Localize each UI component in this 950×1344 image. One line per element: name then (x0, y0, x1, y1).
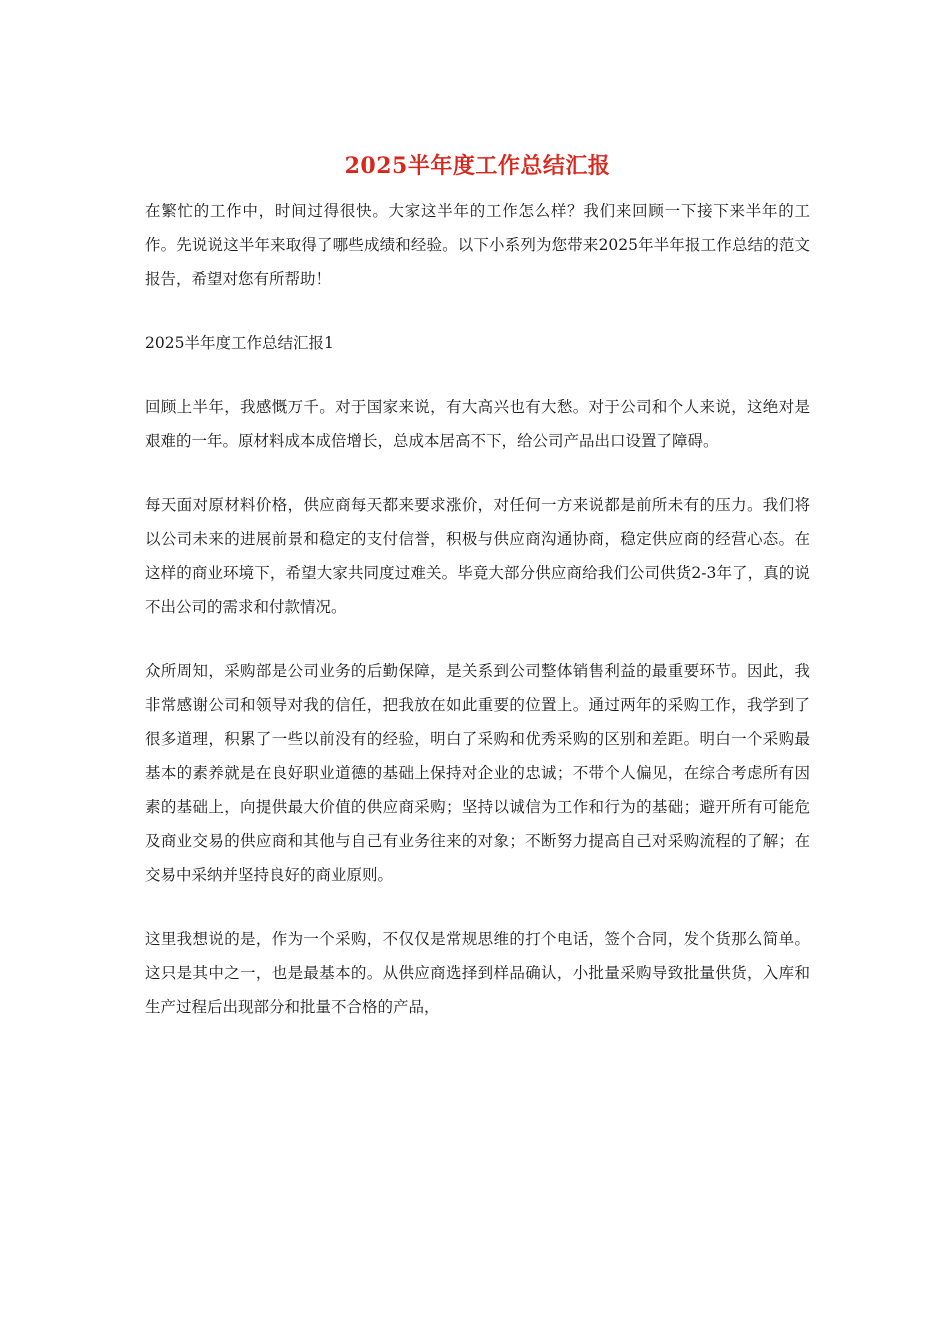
document-title: 2025半年度工作总结汇报 (344, 153, 611, 179)
body-paragraph-4: 这里我想说的是，作为一个采购，不仅仅是常规思维的打个电话，签个合同，发个货那么简单。这只是其中之一，也是最基本的。从供应商选择到样品确认，小批量采购导致批量供货，入库和生产过程后出现部分和批量不合格的产品， (145, 930, 810, 1016)
body-paragraph-3: 众所周知，采购部是公司业务的后勤保障，是关系到公司整体销售利益的最重要环节。因此，我非常感谢公司和领导对我的信任，把我放在如此重要的位置上。通过两年的采购工作，我学到了很多道理，积累了一些以前没有的经验，明白了采购和优秀采购的区别和差距。明白一个采购最基本的素养就是在良好职业道德的基础上保持对企业的忠诚；不带个人偏见，在综合考虑所有因素的基础上，向提供最大价值的供应商采购；坚持以诚信为工作和行为的基础；避开所有可能危及商业交易的供应商和其他与自己有业务往来的对象；不断努力提高自己对采购流程的了解；在交易中采纳并坚持良好的商业原则。 (145, 662, 810, 884)
section-heading: 2025半年度工作总结汇报1 (145, 334, 334, 352)
body-paragraph-2: 每天面对原材料价格，供应商每天都来要求涨价，对任何一方来说都是前所未有的压力。我们将以公司未来的进展前景和稳定的支付信誉，积极与供应商沟通协商，稳定供应商的经营心态。在这样的商业环境下，希望大家共同度过难关。毕竟大部分供应商给我们公司供货2-3年了，真的说不出公司的需求和付款情况。 (145, 496, 810, 616)
body-paragraph-1: 回顾上半年，我感慨万千。对于国家来说，有大高兴也有大愁。对于公司和个人来说，这绝对是艰难的一年。原材料成本成倍增长，总成本居高不下，给公司产品出口设置了障碍。 (145, 398, 810, 450)
document-body (145, 150, 810, 1054)
intro-paragraph: 在繁忙的工作中，时间过得很快。大家这半年的工作怎么样？我们来回顾一下接下来半年的工作。先说说这半年来取得了哪些成绩和经验。以下小系列为您带来2025年半年报工作总结的范文报告，希望对您有所帮助！ (145, 202, 810, 288)
